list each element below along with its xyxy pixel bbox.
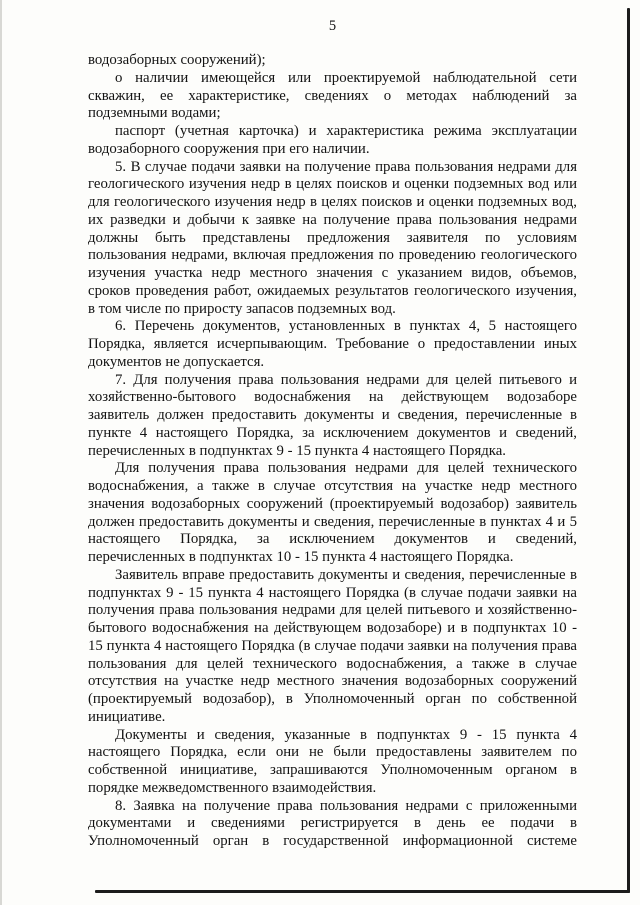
scan-artifact-bottom-line [95, 890, 630, 893]
paragraph: 5. В случае подачи заявки на получение права пользования недрами для геологического изучения недр в целях поисков и оценки подземных вод или для геологического изучения недр в целях поисков и оценки подземных вод, их разведки и добычи к заявке на получение права пользования недрами должны быть представлены предложения заявителя по условиям пользования недрами, включая предложения по проведению геологического изучения участка недр местного значения с указанием видов, объемов, сроков проведения работ, ожидаемых результатов геологического изучения, в том числе по приросту запасов подземных вод. [88, 158, 577, 317]
scan-artifact-right-line [627, 8, 630, 893]
paragraph: 8. Заявка на получение права пользования недрами с приложенными документами и сведениями регистрируется в день ее подачи в Уполномоченный орган в государственной информационной системе [88, 797, 577, 849]
scan-artifact-left-edge [0, 0, 2, 905]
paragraph: о наличии имеющейся или проектируемой наблюдательной сети скважин, ее характеристике, сведениях о методах наблюдений за подземными водами; [88, 69, 577, 122]
page-number: 5 [328, 18, 337, 34]
paragraph: Документы и сведения, указанные в подпунктах 9 - 15 пункта 4 настоящего Порядка, если они не были предоставлены заявителем по собственной инициативе, запрашиваются Уполномоченным органом в порядке межведомственного взаимодействия. [88, 726, 577, 796]
paragraph: паспорт (учетная карточка) и характеристика режима эксплуатации водозаборного сооружения при его наличии. [88, 123, 577, 157]
paragraph: 6. Перечень документов, установленных в пунктах 4, 5 настоящего Порядка, является исчерпывающим. Требование о предоставлении иных документов не допускается. [88, 318, 577, 370]
paragraph: Для получения права пользования недрами для целей технического водоснабжения, а также в случае отсутствия на участке недр местного значения водозаборных сооружений (проектируемый водозабор) заявитель должен предоставить документы и сведения, перечисленные в пунктах 4 и 5 настоящего Порядка, за исключением документов и сведений, перечисленных в подпунктах 10 - 15 пункта 4 настоящего Порядка. [88, 460, 577, 565]
paragraph: Заявитель вправе предоставить документы и сведения, перечисленные в подпунктах 9 - 15 пункта 4 настоящего Порядка (в случае подачи заявки на получения права пользования недрами для целей питьевого и хозяйственно-бытового водоснабжения на действующем водозаборе) и в подпунктах 10 - 15 пункта 4 настоящего Порядка (в случае подачи заявки на получения права пользования для целей технического водоснабжения, а также в случае отсутствия на участке недр местного значения водозаборных сооружений (проектируемый водозабор), в Уполномоченный орган по собственной инициативе. [88, 566, 577, 725]
paragraph: 7. Для получения права пользования недрами для целей питьевого и хозяйственно-бытового водоснабжения на действующем водозаборе заявитель должен предоставить документы и сведения, перечисленные в пункте 4 настоящего Порядка, за исключением документов и сведений, перечисленных в подпунктах 9 - 15 пункта 4 настоящего Порядка. [88, 371, 577, 459]
paragraph: водозаборных сооружений); [88, 52, 266, 68]
document-body [88, 52, 577, 851]
